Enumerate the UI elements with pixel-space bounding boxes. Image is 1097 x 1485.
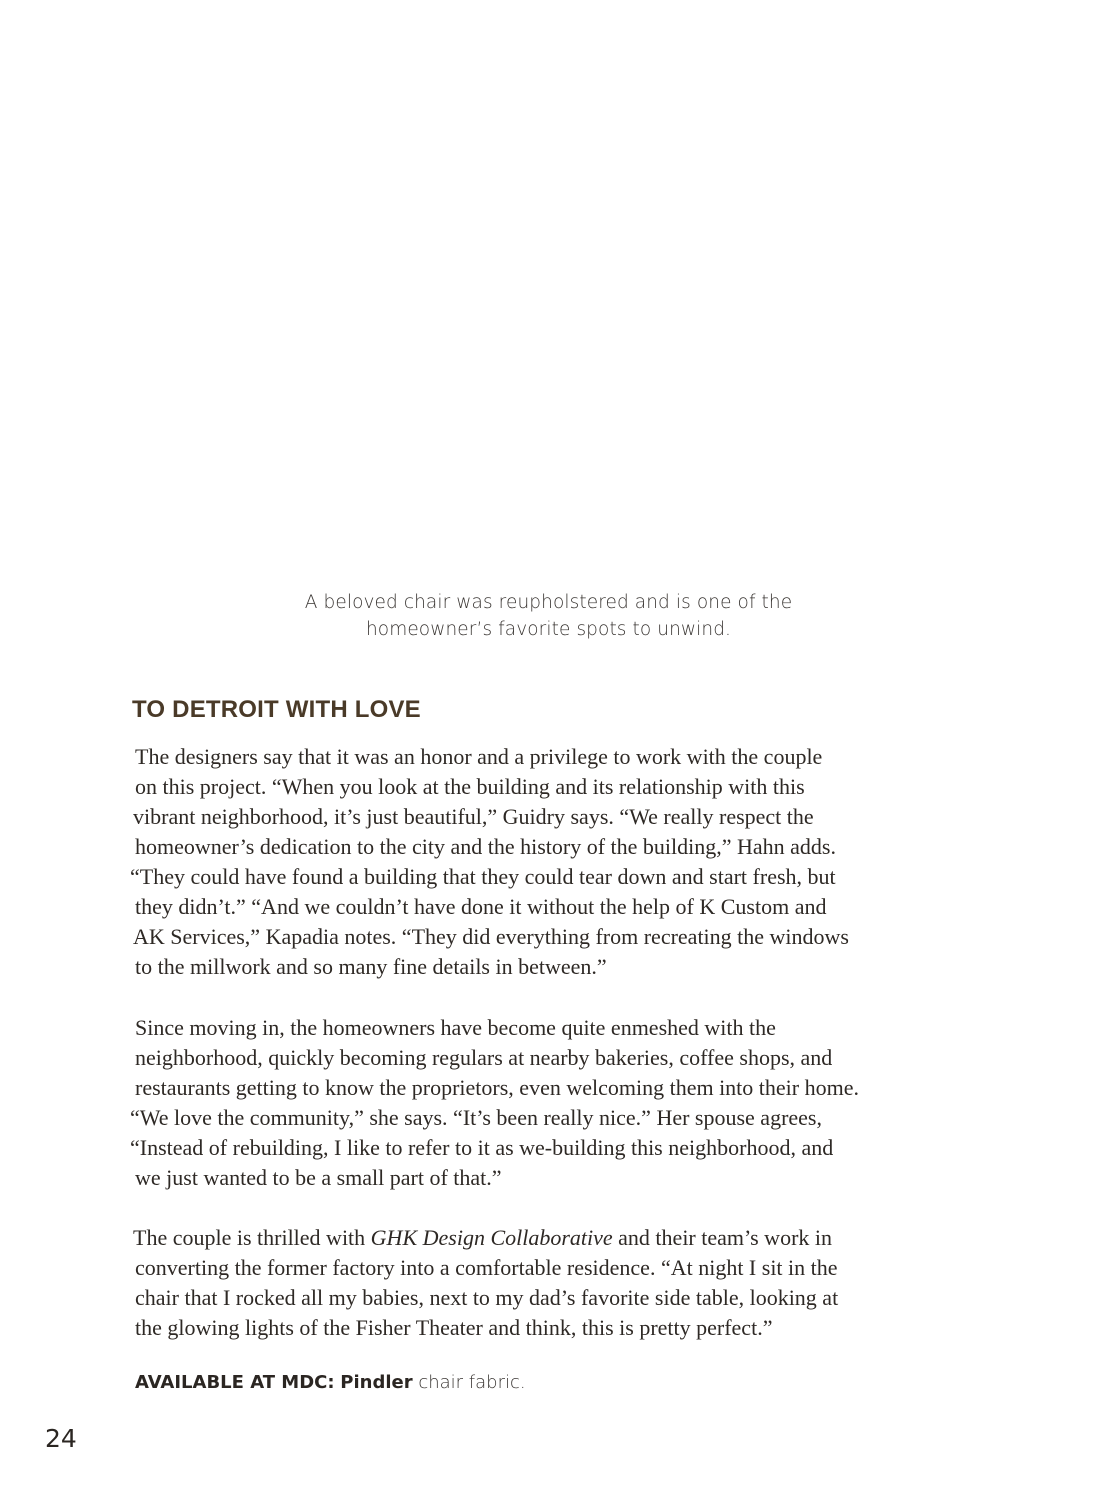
text-line: we just wanted to be a small part of that.”: [135, 1165, 502, 1190]
product-item: chair fabric.: [418, 1372, 526, 1393]
text-line: “Instead of rebuilding, I like to refer to it as we-building this neighborhood, and: [130, 1135, 834, 1160]
text-line: Since moving in, the homeowners have become quite enmeshed with the: [135, 1015, 776, 1040]
available-label: AVAILABLE AT MDC:: [135, 1372, 335, 1393]
text-line: neighborhood, quickly becoming regulars at nearby bakeries, coffee shops, and: [135, 1045, 833, 1070]
text-line: [130, 1223, 980, 1253]
text-line: “They could have found a building that they could tear down and start fresh, but: [130, 864, 836, 889]
text-line: on this project. “When you look at the building and its relationship with this: [135, 774, 805, 799]
photo-caption: [230, 589, 867, 643]
text-line: they didn’t.” “And we couldn’t have done it without the help of K Custom and: [135, 894, 827, 919]
caption-line: A beloved chair was reupholstered and is one of the: [304, 592, 793, 613]
paragraph-2: [130, 1013, 980, 1193]
text-line: converting the former factory into a comfortable residence. “At night I sit in the: [135, 1255, 838, 1280]
text-segment: The couple is thrilled with: [133, 1225, 371, 1250]
text-line: “We love the community,” she says. “It’s been really nice.” Her spouse agrees,: [130, 1105, 822, 1130]
page-number: 24: [45, 1424, 77, 1453]
text-line: AK Services,” Kapadia notes. “They did everything from recreating the windows: [133, 924, 849, 949]
text-line: vibrant neighborhood, it’s just beautiful,” Guidry says. “We really respect the: [133, 804, 814, 829]
text-line: to the millwork and so many fine details in between.”: [135, 954, 607, 979]
text-line: The designers say that it was an honor and a privilege to work with the couple: [135, 744, 823, 769]
text-line: the glowing lights of the Fisher Theater and think, this is pretty perfect.”: [135, 1315, 773, 1340]
available-at-note: [135, 1370, 526, 1396]
text-line: restaurants getting to know the proprietors, even welcoming them into their home.: [135, 1075, 859, 1100]
photo-area: [0, 0, 1097, 585]
brand-name: Pindler: [340, 1372, 413, 1393]
paragraph-3: [130, 1223, 980, 1343]
section-heading: TO DETROIT WITH LOVE: [132, 696, 421, 723]
text-line: chair that I rocked all my babies, next to my dad’s favorite side table, looking at: [135, 1285, 839, 1310]
text-line: homeowner’s dedication to the city and the history of the building,” Hahn adds.: [135, 834, 836, 859]
caption-line: homeowner’s favorite spots to unwind.: [365, 619, 732, 640]
text-segment: and their team’s work in: [612, 1225, 833, 1250]
company-name: GHK Design Collaborative: [370, 1225, 613, 1250]
paragraph-1: [130, 742, 980, 982]
